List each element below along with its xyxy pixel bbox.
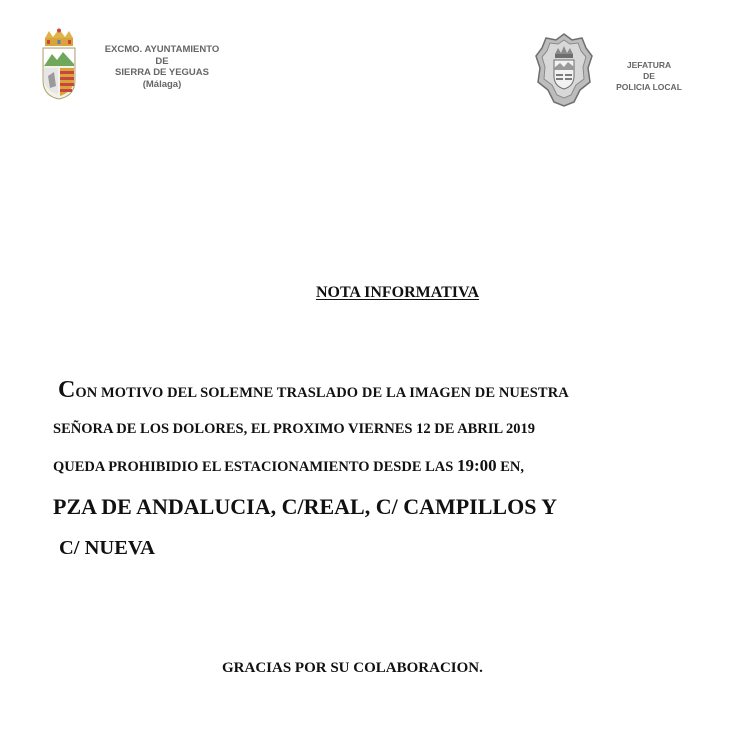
affected-streets-line-2: C/ NUEVA (59, 537, 155, 559)
notice-line-1-text: ON MOTIVO DEL SOLEMNE TRASLADO DE LA IMAGEN DE NUESTRA (75, 385, 569, 401)
notice-line-3 (53, 456, 524, 476)
municipality-line: SIERRA DE YEGUAS (115, 67, 209, 78)
notice-line-2: SEÑORA DE LOS DOLORES, EL PROXIMO VIERNES 12 DE ABRIL 2019 (53, 421, 535, 437)
police-line: DE (643, 71, 655, 81)
notice-time: 19:00 (456, 456, 497, 475)
closing-thanks: GRACIAS POR SU COLABORACION. (222, 660, 483, 676)
police-department-name (612, 60, 686, 93)
police-badge-icon (534, 32, 594, 108)
municipal-coat-of-arms-icon (38, 28, 80, 100)
notice-line-3-start: QUEDA PROHIBIDIO EL ESTACIONAMIENTO DESDE LAS (53, 459, 457, 475)
notice-line-1 (58, 376, 569, 407)
notice-line-3-end: EN, (496, 459, 525, 475)
municipality-line: EXCMO. AYUNTAMIENTO (104, 44, 220, 55)
affected-streets-line-1: PZA DE ANDALUCIA, C/REAL, C/ CAMPILLOS Y (53, 494, 558, 519)
municipality-name (92, 44, 232, 90)
notice-title: NOTA INFORMATIVA (315, 284, 480, 301)
municipality-line: DE (155, 55, 169, 67)
police-line: POLICIA LOCAL (616, 82, 682, 92)
municipality-line: (Málaga) (142, 78, 182, 90)
police-line: JEFATURA (626, 60, 672, 70)
drop-initial: C (58, 377, 76, 403)
